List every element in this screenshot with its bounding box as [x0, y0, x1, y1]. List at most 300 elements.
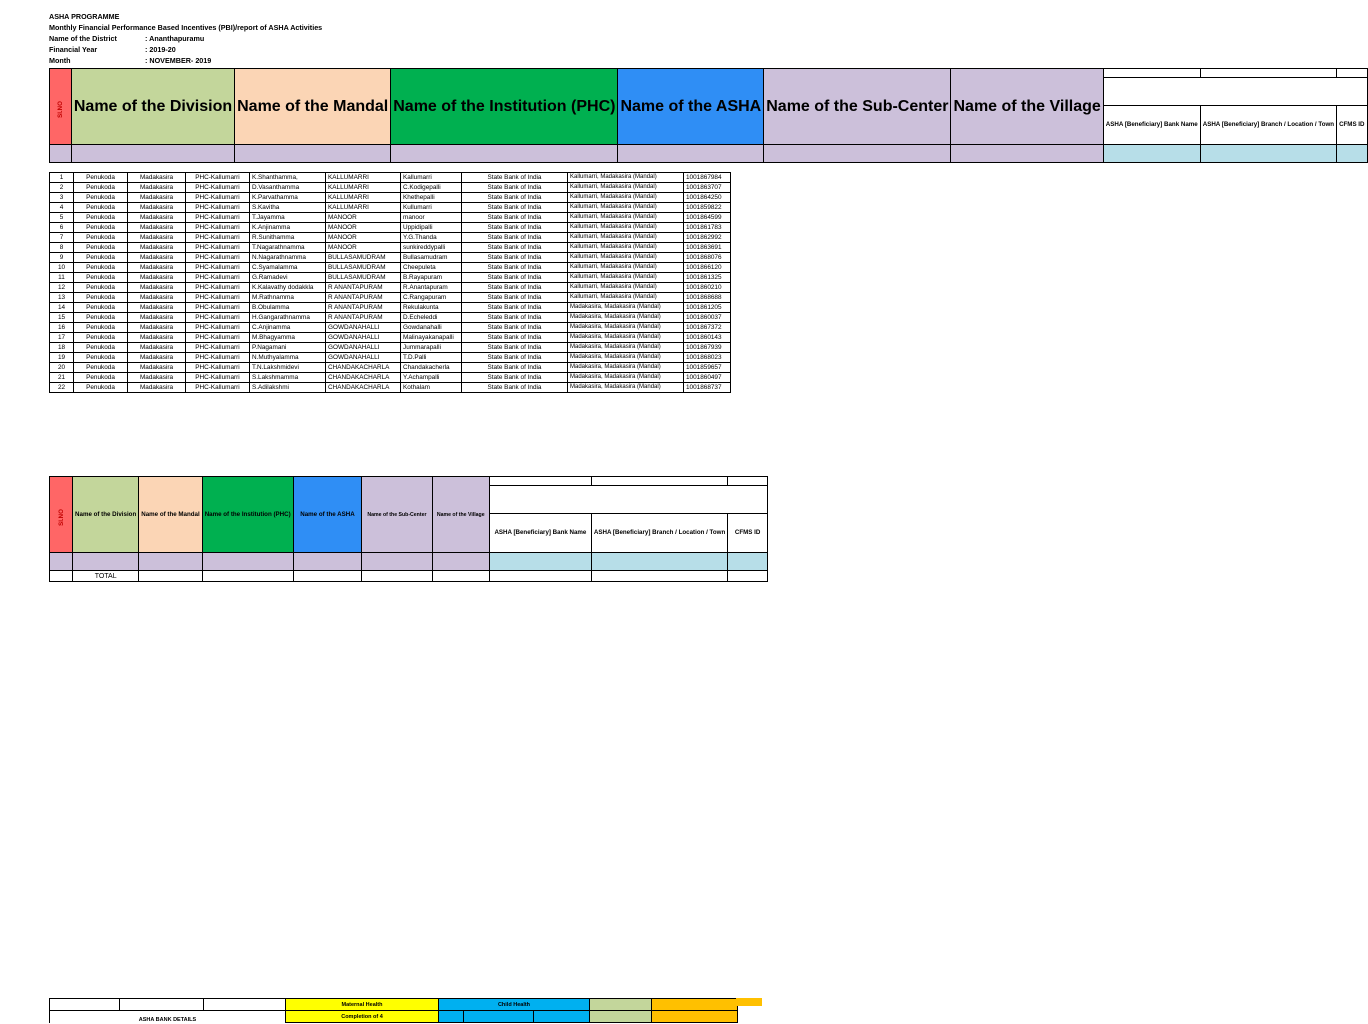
row-bank: State Bank of India: [462, 223, 568, 233]
blank-cell: [1337, 145, 1367, 163]
table-row: [50, 283, 731, 293]
month-row: [49, 55, 322, 66]
row-division: Penukoda: [74, 373, 128, 383]
row-bank: State Bank of India: [462, 193, 568, 203]
row-division: Penukoda: [74, 343, 128, 353]
mandal-header: Name of the Mandal: [139, 477, 202, 553]
row-village: Rekulakunta: [401, 303, 462, 313]
row-cfms-id: 1001861325: [684, 273, 731, 283]
row-branch: Madakasira, Madakasira (Mandal): [568, 383, 684, 393]
total-row: [50, 571, 768, 582]
header-top-row: [50, 69, 1368, 78]
row-asha-name: H.Gangarathnamma: [250, 313, 326, 323]
row-subcenter: CHANDAKACHARLA: [326, 363, 401, 373]
table-row: [50, 213, 731, 223]
row-village: Kullumarri: [401, 203, 462, 213]
row-mandal: Madakasira: [128, 283, 186, 293]
row-subcenter: MANOOR: [326, 243, 401, 253]
blank-cell: [489, 477, 591, 486]
row-slno: 14: [50, 303, 74, 313]
row-subcenter: GOWDANAHALLI: [326, 353, 401, 363]
slno-header: Sl.NO: [50, 477, 73, 553]
row-asha-name: K.Shanthamma,: [250, 173, 326, 183]
row-phc: PHC-Kallumarri: [186, 173, 250, 183]
row-subcenter: KALLUMARRI: [326, 193, 401, 203]
row-subcenter: R ANANTAPURAM: [326, 313, 401, 323]
row-slno: 18: [50, 343, 74, 353]
row-bank: State Bank of India: [462, 273, 568, 283]
row-village: Cheepuleta: [401, 263, 462, 273]
blank-cell: [50, 999, 120, 1011]
row-mandal: Madakasira: [128, 233, 186, 243]
phc-header: Name of the Institution (PHC): [391, 69, 618, 145]
maternal-health-header: Maternal Health: [286, 999, 439, 1011]
row-asha-name: M.Rathnamma: [250, 293, 326, 303]
row-mandal: Madakasira: [128, 223, 186, 233]
row-phc: PHC-Kallumarri: [186, 273, 250, 283]
row-village: Khethepalli: [401, 193, 462, 203]
row-cfms-id: 1001866120: [684, 263, 731, 273]
row-bank: State Bank of India: [462, 173, 568, 183]
blank-cell: [50, 571, 73, 582]
row-division: Penukoda: [74, 193, 128, 203]
row-asha-name: P.Nagamani: [250, 343, 326, 353]
row-asha-name: G.Ramadevi: [250, 273, 326, 283]
row-division: Penukoda: [74, 263, 128, 273]
row-mandal: Madakasira: [128, 243, 186, 253]
report-header: [49, 11, 322, 66]
row-phc: PHC-Kallumarri: [186, 283, 250, 293]
financial-year-value: : 2019-20: [145, 45, 176, 54]
row-cfms-id: 1001860210: [684, 283, 731, 293]
row-division: Penukoda: [74, 223, 128, 233]
report-title: Monthly Financial Performance Based Incentives (PBI)/report of ASHA Activities: [49, 23, 323, 32]
row-division: Penukoda: [74, 173, 128, 183]
row-asha-name: C.Syamalamma: [250, 263, 326, 273]
row-slno: 4: [50, 203, 74, 213]
row-mandal: Madakasira: [128, 203, 186, 213]
blank-cell: [764, 145, 951, 163]
row-village: Kallumarri: [401, 173, 462, 183]
blank-cell: [204, 999, 286, 1011]
row-phc: PHC-Kallumarri: [186, 363, 250, 373]
row-bank: State Bank of India: [462, 313, 568, 323]
row-division: Penukoda: [74, 383, 128, 393]
row-branch: Kallumarri, Madakasira (Mandal): [568, 193, 684, 203]
row-asha-name: N.Nagarathnamma: [250, 253, 326, 263]
blank-cell: [951, 145, 1103, 163]
row-cfms-id: 1001859822: [684, 203, 731, 213]
row-asha-name: K.Parvathamma: [250, 193, 326, 203]
row-village: Gowdanahalli: [401, 323, 462, 333]
row-mandal: Madakasira: [128, 373, 186, 383]
row-village: Chandakacherla: [401, 363, 462, 373]
table-row: [50, 273, 731, 283]
row-mandal: Madakasira: [128, 273, 186, 283]
row-subcenter: BULLASAMUDRAM: [326, 263, 401, 273]
row-mandal: Madakasira: [128, 263, 186, 273]
row-cfms-id: 1001862992: [684, 233, 731, 243]
row-asha-name: K.Anjinamma: [250, 223, 326, 233]
row-branch: Kallumarri, Madakasira (Mandal): [568, 233, 684, 243]
row-slno: 6: [50, 223, 74, 233]
table-row: [50, 243, 731, 253]
row-division: Penukoda: [74, 213, 128, 223]
row-mandal: Madakasira: [128, 383, 186, 393]
row-branch: Madakasira, Madakasira (Mandal): [568, 323, 684, 333]
row-phc: PHC-Kallumarri: [186, 233, 250, 243]
blank-cell: [1103, 78, 1367, 106]
row-slno: 10: [50, 263, 74, 273]
blank-cell: [293, 571, 362, 582]
row-bank: State Bank of India: [462, 373, 568, 383]
row-village: C.Kodigepalli: [401, 183, 462, 193]
blank-cell: [432, 571, 489, 582]
row-subcenter: BULLASAMUDRAM: [326, 253, 401, 263]
table-row: [50, 313, 731, 323]
row-asha-name: K.Kalavathy dodakkla: [250, 283, 326, 293]
table-row: [50, 203, 731, 213]
row-branch: Madakasira, Madakasira (Mandal): [568, 353, 684, 363]
row-asha-name: M.Bhagyamma: [250, 333, 326, 343]
row-cfms-id: 1001867939: [684, 343, 731, 353]
row-village: Y.G.Thanda: [401, 233, 462, 243]
blank-cell: [202, 571, 293, 582]
division-header: Name of the Division: [71, 69, 234, 145]
cfms-header: CFMS ID: [1337, 106, 1367, 145]
blank-cell: [489, 486, 767, 514]
row-subcenter: KALLUMARRI: [326, 173, 401, 183]
table-row: [50, 293, 731, 303]
row-bank: State Bank of India: [462, 303, 568, 313]
summary-table: [49, 476, 768, 582]
table-row: [50, 253, 731, 263]
completion-header: Completion of 4: [286, 1011, 439, 1023]
blank-cell: [618, 145, 764, 163]
row-branch: Kallumarri, Madakasira (Mandal): [568, 293, 684, 303]
row-phc: PHC-Kallumarri: [186, 263, 250, 273]
row-slno: 22: [50, 383, 74, 393]
branch-header: ASHA [Beneficiary] Branch / Location / Town: [1200, 106, 1336, 145]
row-mandal: Madakasira: [128, 323, 186, 333]
cfms-header: CFMS ID: [728, 514, 768, 553]
row-cfms-id: 1001868688: [684, 293, 731, 303]
row-cfms-id: 1001868737: [684, 383, 731, 393]
table-row: [50, 233, 731, 243]
asha-header: Name of the ASHA: [618, 69, 764, 145]
row-branch: Madakasira, Madakasira (Mandal): [568, 343, 684, 353]
village-header: Name of the Village: [432, 477, 489, 553]
subcenter-header: Name of the Sub-Center: [362, 477, 432, 553]
row-cfms-id: 1001863707: [684, 183, 731, 193]
row-asha-name: C.Anjinamma: [250, 323, 326, 333]
row-mandal: Madakasira: [128, 173, 186, 183]
row-subcenter: GOWDANAHALLI: [326, 323, 401, 333]
row-division: Penukoda: [74, 273, 128, 283]
bank-details-table: [49, 998, 738, 1023]
row-village: Jummarapalli: [401, 343, 462, 353]
district-label: Name of the District: [49, 34, 117, 43]
district-value: : Ananthapuramu: [145, 34, 205, 43]
row-asha-name: T.Nagarathnamma: [250, 243, 326, 253]
row-mandal: Madakasira: [128, 183, 186, 193]
row-village: B.Rayapuram: [401, 273, 462, 283]
row-branch: Madakasira, Madakasira (Mandal): [568, 313, 684, 323]
column-header-table: [49, 68, 1368, 163]
row-bank: State Bank of India: [462, 323, 568, 333]
blank-cell: [1337, 69, 1367, 78]
row-asha-name: D.Vasanthamma: [250, 183, 326, 193]
row-subcenter: KALLUMARRI: [326, 183, 401, 193]
row-division: Penukoda: [74, 323, 128, 333]
financial-year-label: Financial Year: [49, 45, 98, 54]
row-phc: PHC-Kallumarri: [186, 183, 250, 193]
row-village: C.Rangapuram: [401, 293, 462, 303]
row-division: Penukoda: [74, 293, 128, 303]
row-branch: Kallumarri, Madakasira (Mandal): [568, 223, 684, 233]
row-mandal: Madakasira: [128, 293, 186, 303]
row-branch: Kallumarri, Madakasira (Mandal): [568, 173, 684, 183]
row-slno: 17: [50, 333, 74, 343]
row-mandal: Madakasira: [128, 253, 186, 263]
row-phc: PHC-Kallumarri: [186, 213, 250, 223]
row-village: Bullasamudram: [401, 253, 462, 263]
blank-cell: [362, 571, 432, 582]
row-bank: State Bank of India: [462, 293, 568, 303]
row-phc: PHC-Kallumarri: [186, 313, 250, 323]
row-bank: State Bank of India: [462, 333, 568, 343]
table-row: [50, 353, 731, 363]
row-asha-name: S.Adilakshmi: [250, 383, 326, 393]
asha-header: Name of the ASHA: [293, 477, 362, 553]
row-branch: Madakasira, Madakasira (Mandal): [568, 333, 684, 343]
row-cfms-id: 1001861205: [684, 303, 731, 313]
row-village: Kothalam: [401, 383, 462, 393]
blank-cell: [391, 145, 618, 163]
blank-cell: [362, 553, 432, 571]
row-village: R.Anantapuram: [401, 283, 462, 293]
header-color-row: [50, 145, 1368, 163]
blank-cell: [728, 571, 768, 582]
row-slno: 9: [50, 253, 74, 263]
row-cfms-id: 1001860497: [684, 373, 731, 383]
table-row: [50, 333, 731, 343]
table-row: [50, 303, 731, 313]
row-village: sunkireddypalli: [401, 243, 462, 253]
row-subcenter: MANOOR: [326, 213, 401, 223]
row-cfms-id: 1001867372: [684, 323, 731, 333]
row-bank: State Bank of India: [462, 253, 568, 263]
row-cfms-id: 1001860143: [684, 333, 731, 343]
table-row: [50, 323, 731, 333]
row-subcenter: R ANANTAPURAM: [326, 293, 401, 303]
row-cfms-id: 1001868076: [684, 253, 731, 263]
row-branch: Madakasira, Madakasira (Mandal): [568, 373, 684, 383]
month-label: Month: [49, 56, 71, 65]
row-mandal: Madakasira: [128, 333, 186, 343]
table-row: [50, 343, 731, 353]
row-bank: State Bank of India: [462, 263, 568, 273]
blank-cell: [591, 477, 727, 486]
row-phc: PHC-Kallumarri: [186, 303, 250, 313]
row-cfms-id: 1001860037: [684, 313, 731, 323]
row-village: D.Echeleddi: [401, 313, 462, 323]
blank-cell: [202, 553, 293, 571]
blank-cell: [120, 999, 204, 1011]
row-bank: State Bank of India: [462, 283, 568, 293]
bank-header: ASHA [Beneficiary] Bank Name: [1103, 106, 1200, 145]
row-cfms-id: 1001867984: [684, 173, 731, 183]
row-slno: 3: [50, 193, 74, 203]
asha-data-body: [50, 173, 731, 393]
row-division: Penukoda: [74, 313, 128, 323]
village-header: Name of the Village: [951, 69, 1103, 145]
row-bank: State Bank of India: [462, 213, 568, 223]
financial-year-row: [49, 44, 322, 55]
phc-header: Name of the Institution (PHC): [202, 477, 293, 553]
row-phc: PHC-Kallumarri: [186, 323, 250, 333]
blank-cell: [71, 145, 234, 163]
row-bank: State Bank of India: [462, 243, 568, 253]
blank-cell: [1200, 145, 1336, 163]
table-row: [50, 363, 731, 373]
division-header: Name of the Division: [73, 477, 139, 553]
row-branch: Kallumarri, Madakasira (Mandal): [568, 183, 684, 193]
row-asha-name: R.Sunithamma: [250, 233, 326, 243]
row-division: Penukoda: [74, 233, 128, 243]
row-division: Penukoda: [74, 253, 128, 263]
bank-header: ASHA [Beneficiary] Bank Name: [489, 514, 591, 553]
blank-cell: [1103, 69, 1200, 78]
subcenter-header: Name of the Sub-Center: [764, 69, 951, 145]
row-slno: 1: [50, 173, 74, 183]
bank-details-sub-row: [50, 1011, 738, 1023]
blank-cell: [139, 571, 202, 582]
row-phc: PHC-Kallumarri: [186, 383, 250, 393]
table-row: [50, 263, 731, 273]
blank-cell: [1103, 145, 1200, 163]
row-phc: PHC-Kallumarri: [186, 293, 250, 303]
row-cfms-id: 1001859657: [684, 363, 731, 373]
bank-details-header-row: [50, 999, 738, 1011]
row-subcenter: GOWDANAHALLI: [326, 343, 401, 353]
row-mandal: Madakasira: [128, 363, 186, 373]
programme-title: ASHA PROGRAMME: [49, 12, 120, 21]
table-row: [50, 183, 731, 193]
row-bank: State Bank of India: [462, 233, 568, 243]
blank-cell: [73, 553, 139, 571]
table-row: [50, 223, 731, 233]
row-asha-name: S.Kavitha: [250, 203, 326, 213]
blank-cell: [439, 1011, 464, 1023]
row-subcenter: KALLUMARRI: [326, 203, 401, 213]
row-division: Penukoda: [74, 183, 128, 193]
table-row: [50, 383, 731, 393]
row-division: Penukoda: [74, 203, 128, 213]
row-phc: PHC-Kallumarri: [186, 203, 250, 213]
blank-cell: [534, 1011, 590, 1023]
row-division: Penukoda: [74, 363, 128, 373]
row-bank: State Bank of India: [462, 343, 568, 353]
blank-cell: [728, 553, 768, 571]
row-phc: PHC-Kallumarri: [186, 243, 250, 253]
blank-cell: [464, 1011, 534, 1023]
row-subcenter: R ANANTAPURAM: [326, 283, 401, 293]
row-phc: PHC-Kallumarri: [186, 333, 250, 343]
row-division: Penukoda: [74, 303, 128, 313]
total-label: TOTAL: [73, 571, 139, 582]
row-branch: Kallumarri, Madakasira (Mandal): [568, 253, 684, 263]
row-slno: 2: [50, 183, 74, 193]
summary-header-top-row: [50, 477, 768, 486]
month-value: : NOVEMBER- 2019: [145, 56, 212, 65]
row-village: Malinayakanapalli: [401, 333, 462, 343]
row-branch: Kallumarri, Madakasira (Mandal): [568, 263, 684, 273]
table-row: [50, 193, 731, 203]
row-village: manoor: [401, 213, 462, 223]
row-cfms-id: 1001861783: [684, 223, 731, 233]
row-slno: 7: [50, 233, 74, 243]
row-branch: Madakasira, Madakasira (Mandal): [568, 363, 684, 373]
blank-cell: [432, 553, 489, 571]
blank-cell: [50, 553, 73, 571]
row-slno: 19: [50, 353, 74, 363]
blank-cell: [235, 145, 391, 163]
blank-cell: [489, 553, 591, 571]
row-slno: 16: [50, 323, 74, 333]
blank-cell: [489, 571, 591, 582]
row-bank: State Bank of India: [462, 203, 568, 213]
row-cfms-id: 1001864250: [684, 193, 731, 203]
row-phc: PHC-Kallumarri: [186, 223, 250, 233]
row-slno: 13: [50, 293, 74, 303]
child-health-header: Child Health: [439, 999, 590, 1011]
row-division: Penukoda: [74, 333, 128, 343]
table-row: [50, 373, 731, 383]
row-asha-name: S.Lakshmamma: [250, 373, 326, 383]
row-mandal: Madakasira: [128, 303, 186, 313]
branch-header: ASHA [Beneficiary] Branch / Location / Town: [591, 514, 727, 553]
row-phc: PHC-Kallumarri: [186, 253, 250, 263]
row-branch: Kallumarri, Madakasira (Mandal): [568, 283, 684, 293]
row-subcenter: MANOOR: [326, 223, 401, 233]
row-village: Uppidipalli: [401, 223, 462, 233]
row-mandal: Madakasira: [128, 343, 186, 353]
row-mandal: Madakasira: [128, 313, 186, 323]
row-subcenter: R ANANTAPURAM: [326, 303, 401, 313]
blank-cell: [728, 477, 768, 486]
row-subcenter: CHANDAKACHARLA: [326, 383, 401, 393]
row-bank: State Bank of India: [462, 363, 568, 373]
slno-header: Sl.NO: [50, 69, 72, 145]
row-village: Y.Achampalli: [401, 373, 462, 383]
row-phc: PHC-Kallumarri: [186, 353, 250, 363]
row-slno: 12: [50, 283, 74, 293]
row-division: Penukoda: [74, 243, 128, 253]
row-slno: 8: [50, 243, 74, 253]
blank-cell: [652, 1011, 738, 1023]
row-asha-name: N.Muthyalamma: [250, 353, 326, 363]
row-cfms-id: 1001864599: [684, 213, 731, 223]
row-village: T.D.Palli: [401, 353, 462, 363]
blank-cell: [652, 999, 738, 1011]
row-subcenter: MANOOR: [326, 233, 401, 243]
asha-bank-details-label: ASHA BANK DETAILS: [50, 1011, 286, 1023]
table-row: [50, 173, 731, 183]
district-row: [49, 33, 322, 44]
row-phc: PHC-Kallumarri: [186, 343, 250, 353]
row-slno: 11: [50, 273, 74, 283]
